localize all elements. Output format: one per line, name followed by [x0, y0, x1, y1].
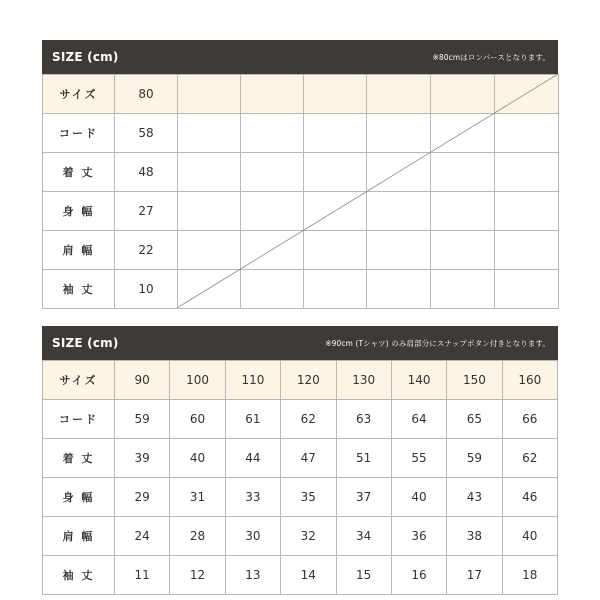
- table-row: [43, 153, 559, 192]
- cell-value: 40: [391, 478, 446, 517]
- table-note: ※80cmはロンパースとなります。: [432, 52, 550, 62]
- row-label: 着 丈: [43, 439, 115, 478]
- cell-value: 62: [281, 400, 336, 439]
- cell-value: 120: [281, 361, 336, 400]
- row-label: 着 丈: [43, 153, 115, 192]
- cell-value: 60: [170, 400, 225, 439]
- cell-value: 12: [170, 556, 225, 595]
- cell-value: 66: [502, 400, 557, 439]
- cell-value: 33: [225, 478, 280, 517]
- cell-value: 32: [281, 517, 336, 556]
- cell-value: 24: [115, 517, 170, 556]
- size-grid: [42, 360, 558, 595]
- table-row: [43, 231, 559, 270]
- table-row: [43, 478, 558, 517]
- table-row: [43, 517, 558, 556]
- cell-value: 59: [115, 400, 170, 439]
- cell-value: 160: [502, 361, 557, 400]
- cell-value: 64: [391, 400, 446, 439]
- cell-value: 65: [447, 400, 502, 439]
- row-label: 肩 幅: [43, 517, 115, 556]
- table-row: [43, 75, 559, 114]
- size-table-90-160: [42, 326, 558, 595]
- row-label: 袖 丈: [43, 556, 115, 595]
- table-title: SIZE (cm): [52, 50, 119, 64]
- cell-value: 31: [170, 478, 225, 517]
- row-label: 袖 丈: [43, 270, 115, 309]
- cell-value: 27: [115, 192, 178, 231]
- cell-value: 30: [225, 517, 280, 556]
- table-row: [43, 192, 559, 231]
- cell-value: 18: [502, 556, 557, 595]
- cell-value: 46: [502, 478, 557, 517]
- table-row: [43, 439, 558, 478]
- table-body: [42, 74, 558, 309]
- cell-value: 58: [115, 114, 178, 153]
- cell-value: 61: [225, 400, 280, 439]
- table-row: [43, 361, 558, 400]
- row-label: 身 幅: [43, 192, 115, 231]
- cell-value: 90: [115, 361, 170, 400]
- cell-value: 51: [336, 439, 391, 478]
- cell-value: 10: [115, 270, 178, 309]
- cell-value: 28: [170, 517, 225, 556]
- cell-value: 100: [170, 361, 225, 400]
- cell-value: 140: [391, 361, 446, 400]
- row-label: 肩 幅: [43, 231, 115, 270]
- cell-value: 40: [502, 517, 557, 556]
- cell-value: 80: [115, 75, 178, 114]
- cell-value: 63: [336, 400, 391, 439]
- cell-value: 16: [391, 556, 446, 595]
- cell-value: 43: [447, 478, 502, 517]
- table-row: [43, 556, 558, 595]
- cell-value: 38: [447, 517, 502, 556]
- row-label: コード: [43, 400, 115, 439]
- size-table-80: [42, 40, 558, 309]
- size-grid: [42, 74, 559, 309]
- cell-value: 44: [225, 439, 280, 478]
- table-row: [43, 270, 559, 309]
- cell-value: 14: [281, 556, 336, 595]
- row-label: サイズ: [43, 75, 115, 114]
- table-row: [43, 400, 558, 439]
- table-note: ※90cm (Tシャツ) のみ肩部分にスナップボタン付きとなります。: [325, 338, 550, 348]
- cell-value: 130: [336, 361, 391, 400]
- cell-value: 13: [225, 556, 280, 595]
- table-header: [42, 326, 558, 360]
- cell-value: 22: [115, 231, 178, 270]
- cell-value: 62: [502, 439, 557, 478]
- cell-value: 150: [447, 361, 502, 400]
- cell-value: 40: [170, 439, 225, 478]
- table-title: SIZE (cm): [52, 336, 119, 350]
- row-label: 身 幅: [43, 478, 115, 517]
- cell-value: 36: [391, 517, 446, 556]
- table-row: [43, 114, 559, 153]
- row-label: コード: [43, 114, 115, 153]
- row-label: サイズ: [43, 361, 115, 400]
- cell-value: 37: [336, 478, 391, 517]
- cell-value: 39: [115, 439, 170, 478]
- cell-value: 11: [115, 556, 170, 595]
- cell-value: 17: [447, 556, 502, 595]
- cell-value: 55: [391, 439, 446, 478]
- table-header: [42, 40, 558, 74]
- cell-value: 110: [225, 361, 280, 400]
- cell-value: 34: [336, 517, 391, 556]
- cell-value: 48: [115, 153, 178, 192]
- cell-value: 15: [336, 556, 391, 595]
- cell-value: 47: [281, 439, 336, 478]
- cell-value: 35: [281, 478, 336, 517]
- cell-value: 59: [447, 439, 502, 478]
- cell-value: 29: [115, 478, 170, 517]
